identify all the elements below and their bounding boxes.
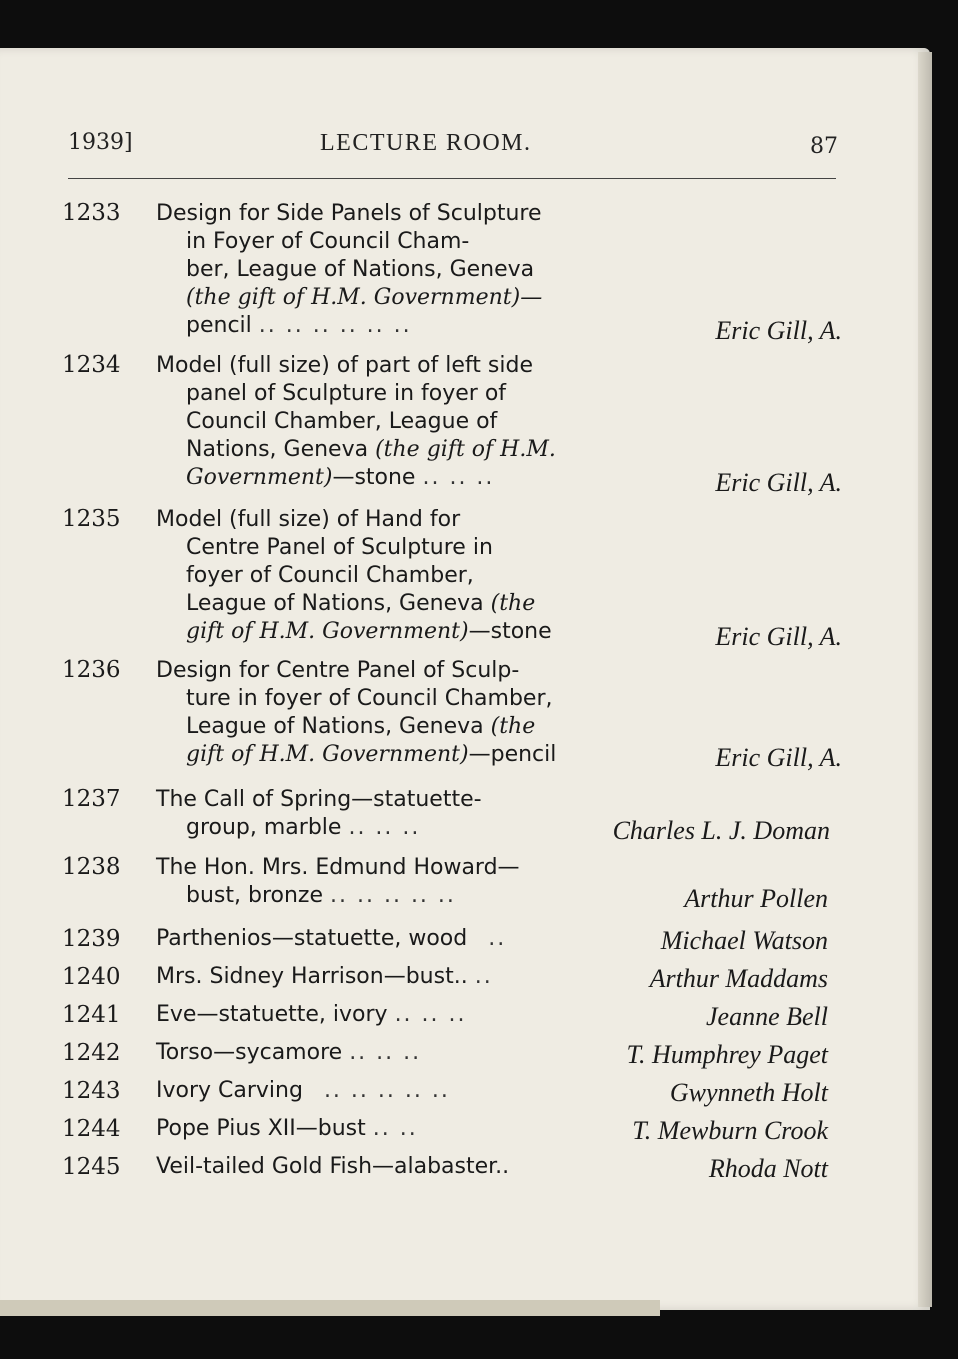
entry-first-line: The Call of Spring—statuette-	[156, 787, 482, 812]
entry-description	[156, 854, 601, 910]
entry-gift: (the	[490, 591, 536, 616]
catalogue-entry	[62, 1002, 842, 1036]
entry-title: Pope Pius XII—bust	[156, 1116, 366, 1141]
entry-artist: Gwynneth Holt	[669, 1078, 828, 1107]
entry-description	[156, 506, 601, 646]
entry-number: 1243	[62, 1078, 121, 1104]
entry-gift: (the	[490, 714, 536, 739]
leader-dots: .. .. ..	[348, 815, 421, 840]
entry-artist: Arthur Pollen	[684, 884, 828, 913]
entry-line	[156, 926, 842, 958]
entry-artist: Eric Gill, A.	[715, 622, 842, 651]
entry-title: Mrs. Sidney Harrison—bust..	[156, 964, 468, 989]
leader-dots: ..	[474, 964, 493, 989]
catalogue-entry	[62, 854, 842, 918]
page-number: 87	[810, 134, 838, 159]
entry-gift-cont: gift of H.M. Government)	[186, 619, 469, 644]
entry-number: 1234	[62, 352, 121, 378]
entry-first-line: Model (full size) of part of left side	[156, 353, 533, 378]
entry-gift-cont: gift of H.M. Government)	[186, 742, 469, 767]
entry-number: 1233	[62, 200, 121, 226]
leader-dots: .. ..	[372, 1116, 418, 1141]
entry-number: 1236	[62, 657, 121, 683]
catalogue-entry	[62, 1078, 842, 1112]
entry-line: panel of Sculpture in foyer of	[186, 381, 507, 406]
entry-gift-cont: Government)	[186, 465, 333, 490]
entry-first-line: Design for Centre Panel of Sculp-	[156, 658, 520, 683]
entry-title: Parthenios—statuette, wood	[156, 926, 468, 951]
entry-medium: group, marble	[186, 815, 342, 840]
entry-artist: Eric Gill, A.	[715, 468, 842, 497]
entry-title: Eve—statuette, ivory	[156, 1002, 388, 1027]
entry-line	[156, 1002, 842, 1034]
entry-artist: Eric Gill, A.	[715, 316, 842, 345]
entry-gift: (the gift of H.M. Government)—	[186, 285, 543, 310]
entry-artist: Jeanne Bell	[706, 1002, 828, 1031]
entry-line: ture in foyer of Council Chamber,	[186, 686, 553, 711]
entry-number: 1242	[62, 1040, 121, 1066]
entry-number: 1241	[62, 1002, 121, 1028]
entry-line: Council Chamber, League of	[186, 409, 498, 434]
catalogue-entry	[62, 657, 842, 777]
leader-dots: .. .. .. .. ..	[330, 883, 456, 908]
entry-first-line: The Hon. Mrs. Edmund Howard—	[156, 855, 520, 880]
entry-artist: T. Mewburn Crook	[632, 1116, 828, 1145]
entry-description	[156, 200, 601, 340]
leader-dots: .. .. .. .. .. ..	[258, 313, 412, 338]
catalogue-entry	[62, 352, 842, 502]
entry-prefix: League of Nations, Geneva	[186, 714, 491, 739]
entry-title: Veil-tailed Gold Fish—alabaster..	[156, 1154, 510, 1179]
entry-first-line: Model (full size) of Hand for	[156, 507, 461, 532]
entry-line	[156, 1116, 842, 1148]
entry-number: 1240	[62, 964, 121, 990]
catalogue-entry	[62, 200, 842, 350]
catalogue-entry	[62, 786, 842, 850]
entry-line	[156, 1154, 842, 1186]
leader-dots: .. .. ..	[394, 1002, 467, 1027]
entry-title: Ivory Carving	[156, 1078, 303, 1103]
entry-medium: —stone	[332, 465, 416, 490]
entry-medium: pencil	[186, 313, 252, 338]
entry-medium: —pencil	[468, 742, 557, 767]
leader-dots: ..	[488, 926, 507, 951]
entry-artist: Arthur Maddams	[649, 964, 828, 993]
entry-number: 1244	[62, 1116, 121, 1142]
entry-artist: Rhoda Nott	[708, 1154, 828, 1183]
entry-number: 1238	[62, 854, 121, 880]
catalogue-entry	[62, 506, 842, 656]
entry-description	[156, 657, 601, 769]
entry-title: Torso—sycamore	[156, 1040, 343, 1065]
catalogue-entry	[62, 964, 842, 998]
entry-line: in Foyer of Council Cham-	[186, 229, 470, 254]
entry-line: Centre Panel of Sculpture in	[186, 535, 493, 560]
entry-line: ber, League of Nations, Geneva	[186, 257, 535, 282]
catalogue-entry	[62, 1040, 842, 1074]
entry-number: 1237	[62, 786, 121, 812]
entry-first-line: Design for Side Panels of Sculpture	[156, 201, 542, 226]
entry-artist: Michael Watson	[660, 926, 828, 955]
catalogue-entry	[62, 1116, 842, 1150]
entry-artist: Eric Gill, A.	[715, 743, 842, 772]
leader-dots: .. .. .. .. ..	[323, 1078, 450, 1103]
leader-dots: .. .. ..	[349, 1040, 422, 1065]
entry-artist: Charles L. J. Doman	[612, 816, 830, 845]
entry-artist: T. Humphrey Paget	[626, 1040, 828, 1069]
header-title: LECTURE ROOM.	[320, 130, 532, 156]
entry-prefix: League of Nations, Geneva	[186, 591, 491, 616]
entry-line	[156, 1078, 842, 1110]
entry-number: 1235	[62, 506, 121, 532]
entry-line: foyer of Council Chamber,	[186, 563, 474, 588]
entry-description	[156, 352, 601, 492]
entry-medium: —stone	[468, 619, 552, 644]
header-year: 1939]	[68, 130, 133, 155]
entry-line	[156, 964, 842, 996]
entry-line	[156, 1040, 842, 1072]
catalogue-entry	[62, 1154, 842, 1188]
entry-prefix: Nations, Geneva	[186, 437, 376, 462]
catalogue-entry	[62, 926, 842, 960]
entry-number: 1239	[62, 926, 121, 952]
entry-gift: (the gift of H.M.	[375, 437, 556, 462]
leader-dots: .. .. ..	[422, 465, 495, 490]
entry-medium: bust, bronze	[186, 883, 323, 908]
entry-number: 1245	[62, 1154, 121, 1180]
entry-description	[156, 786, 601, 842]
